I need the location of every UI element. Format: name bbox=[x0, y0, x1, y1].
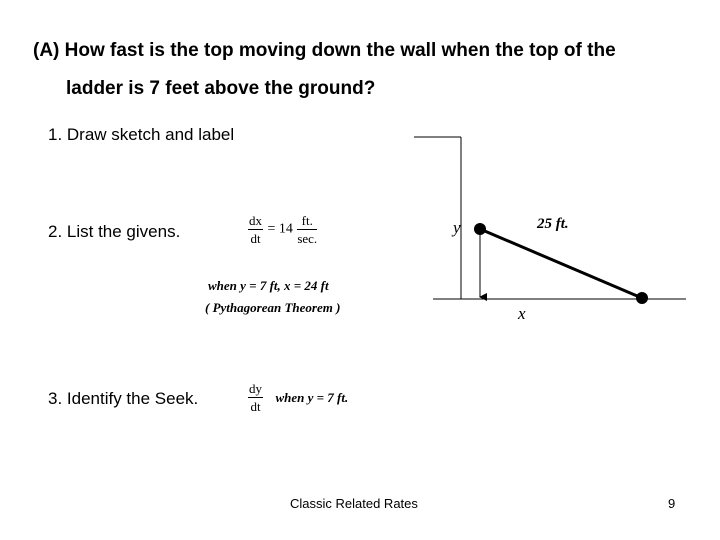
dx-numerator: dx bbox=[249, 213, 262, 228]
question-line-2: ladder is 7 feet above the ground? bbox=[66, 78, 376, 99]
step-seek: 3. Identify the Seek. bbox=[48, 389, 199, 408]
dt-denominator: dt bbox=[250, 399, 261, 414]
x-label: x bbox=[518, 304, 526, 323]
rate-value: = 14 bbox=[267, 221, 293, 237]
step-sketch: 1. Draw sketch and label bbox=[48, 125, 235, 144]
y-label: y bbox=[453, 218, 461, 237]
question-line-1: (A) How fast is the top moving down the wall when the top of the bbox=[33, 40, 616, 61]
dt-denominator: dt bbox=[250, 231, 261, 246]
ladder-top-point bbox=[474, 223, 486, 235]
ladder-length-label: 25 ft. bbox=[537, 216, 569, 232]
ladder-line bbox=[480, 229, 642, 298]
givens-when: when y = 7 ft, x = 24 ft bbox=[208, 278, 329, 293]
unit-numerator: ft. bbox=[297, 214, 317, 230]
givens-theorem: ( Pythagorean Theorem ) bbox=[205, 300, 341, 315]
ladder-bottom-point bbox=[636, 292, 648, 304]
dy-numerator: dy bbox=[249, 381, 262, 396]
step-givens: 2. List the givens. bbox=[48, 222, 181, 241]
page-number: 9 bbox=[668, 496, 676, 511]
seek-when: when y = 7 ft. bbox=[275, 389, 349, 405]
unit-denominator: sec. bbox=[297, 231, 318, 246]
footer-title: Classic Related Rates bbox=[290, 496, 418, 511]
